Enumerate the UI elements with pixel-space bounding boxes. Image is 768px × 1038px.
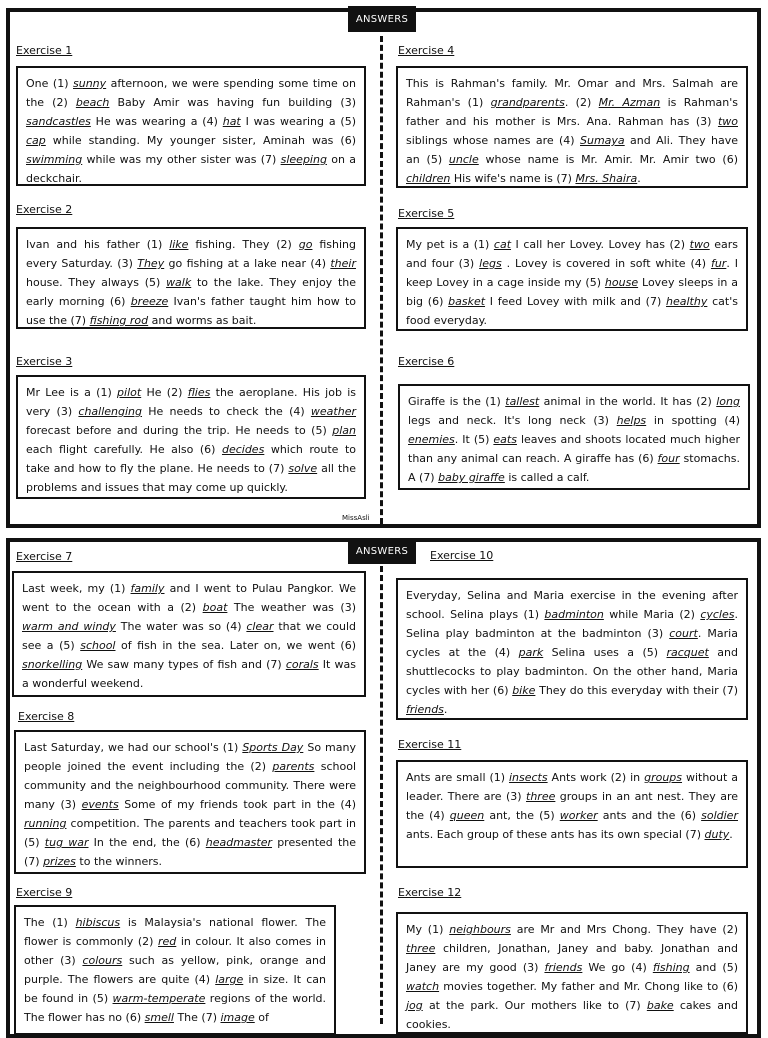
passage-text: and shuttlecocks to play badminton. On the other hand, Maria cycles with her (6) xyxy=(406,646,738,697)
passage-text: His wife's name is (7) xyxy=(450,172,576,185)
answer-word: decides xyxy=(221,443,265,456)
passage-text: and Ali. They have an (5) xyxy=(406,134,739,166)
answer-word: hat xyxy=(222,115,241,128)
passage-text: The weather was (3) xyxy=(227,601,356,614)
answer-word: walk xyxy=(166,276,192,289)
passage-text: . xyxy=(637,172,641,185)
answer-word: tallest xyxy=(505,395,540,408)
passage-text: Everyday, Selina and Maria exercise in the evening after school. Selina plays (1) xyxy=(406,589,738,621)
passage-text: in spotting (4) xyxy=(646,414,740,427)
answer-word: beach xyxy=(75,96,110,109)
passage-text: . Lovey is covered in soft white (4) xyxy=(501,257,711,270)
answer-word: Mrs. Shaira xyxy=(575,172,638,185)
passage-text: One (1) xyxy=(26,77,73,90)
passage-text: ant, the (5) xyxy=(484,809,560,822)
exercise-answer-box xyxy=(396,912,748,1034)
answer-word: warm and windy xyxy=(22,620,116,633)
answer-word: like xyxy=(169,238,189,251)
passage-text: to the lake. They enjoy the early morning (6) xyxy=(26,276,357,308)
passage-text: legs and neck. It's long neck (3) xyxy=(408,414,617,427)
exercise-title: Exercise 7 xyxy=(16,550,73,563)
passage-text: house. They always (5) xyxy=(26,276,167,289)
exercise-answer-box xyxy=(396,760,748,868)
passage-text: The (7) xyxy=(173,1011,221,1024)
exercise-title: Exercise 5 xyxy=(398,207,455,220)
passage-text: ears and four (3) xyxy=(406,238,738,270)
passage-text: . I keep Lovey in a cage inside my (5) xyxy=(406,257,738,289)
passage-text: . It (5) xyxy=(454,433,494,446)
passage-text: Giraffe is the (1) xyxy=(408,395,506,408)
answer-word: solve xyxy=(288,462,318,475)
passage-text: regions of the world. The flower has no (6) xyxy=(24,992,326,1024)
passage-text: is Malaysia's national flower. The flower is commonly (2) xyxy=(24,916,326,948)
answer-word: red xyxy=(158,935,177,948)
passage-text: groups in an ant nest. They are the (4) xyxy=(406,790,738,822)
answer-word: watch xyxy=(406,980,440,993)
passage-text: . xyxy=(729,828,733,841)
exercise-title: Exercise 6 xyxy=(398,355,455,368)
answer-word: colours xyxy=(82,954,123,967)
answer-word: two xyxy=(689,238,710,251)
answer-word: cat xyxy=(493,238,512,251)
answer-word: image xyxy=(220,1011,255,1024)
passage-text: and (5) xyxy=(689,961,738,974)
exercise-title: Exercise 1 xyxy=(16,44,73,57)
answer-word: flies xyxy=(187,386,211,399)
answer-word: bike xyxy=(512,684,536,697)
passage-text: Mr Lee is a (1) xyxy=(26,386,118,399)
passage-text: while Maria (2) xyxy=(603,608,701,621)
answer-word: fur xyxy=(710,257,727,270)
passage-text: In the end, the (6) xyxy=(88,836,206,849)
passage-text: and worms as bait. xyxy=(148,314,257,327)
passage-text: presented the (7) xyxy=(24,836,357,868)
passage-text: while standing. My younger sister, Aminah was (6) xyxy=(45,134,356,147)
exercise-answer-box xyxy=(16,375,366,499)
answer-word: headmaster xyxy=(205,836,273,849)
passage-text: school community and the neighbourhood community. There were many (3) xyxy=(24,760,356,811)
passage-text: each flight carefully. He also (6) xyxy=(26,443,222,456)
passage-text: My pet is a (1) xyxy=(406,238,494,251)
passage-text: Some of my friends took part in the (4) xyxy=(118,798,356,811)
answer-word: racquet xyxy=(666,646,709,659)
answer-word: family xyxy=(130,582,165,595)
passage-text: stomachs. A (7) xyxy=(408,452,740,484)
passage-text: . (2) xyxy=(564,96,599,109)
passage-text: siblings whose names are (4) xyxy=(406,134,580,147)
passage-text: all the problems and issues that may come up quickly. xyxy=(26,462,356,494)
exercise-title: Exercise 10 xyxy=(430,549,494,562)
answer-word: tug war xyxy=(44,836,89,849)
answer-word: Sumaya xyxy=(580,134,625,147)
answer-word: parents xyxy=(272,760,315,773)
answer-word: friends xyxy=(406,703,444,716)
passage-text: Last week, my (1) xyxy=(22,582,131,595)
exercise-title: Exercise 4 xyxy=(398,44,455,57)
answer-word: four xyxy=(657,452,680,465)
passage-text: We go (4) xyxy=(582,961,653,974)
passage-text: He needs to check the (4) xyxy=(142,405,311,418)
answer-word: swimming xyxy=(26,153,83,166)
passage-text: I was wearing a (5) xyxy=(240,115,356,128)
passage-text: while was my other sister was (7) xyxy=(82,153,281,166)
answer-word: breeze xyxy=(130,295,169,308)
passage-text: Ivan's father taught him how to use the (7) xyxy=(26,295,356,327)
answer-word: neighbours xyxy=(449,923,511,936)
passage-text: Baby Amir was having fun building (3) xyxy=(109,96,356,109)
passage-text: The water was so (4) xyxy=(115,620,247,633)
passage-text: on a deckchair. xyxy=(26,153,356,185)
passage-text: The (1) xyxy=(24,916,76,929)
exercise-title: Exercise 2 xyxy=(16,203,73,216)
passage-text: children, Jonathan, Janey and baby. Jonathan and Janey are my good (3) xyxy=(406,942,738,974)
passage-text: My (1) xyxy=(406,923,450,936)
passage-text: such as yellow, pink, orange and purple. The flowers are quite (4) xyxy=(24,954,326,986)
passage-text: leaves and shoots located much higher than any animal can reach. A giraffe has (6) xyxy=(408,433,740,465)
answer-word: basket xyxy=(448,295,486,308)
answer-word: grandparents xyxy=(490,96,565,109)
passage-text: Ivan and his father (1) xyxy=(26,238,170,251)
exercise-answer-box xyxy=(396,578,748,720)
passage-text: of fish in the sea. Later on, we went (6) xyxy=(115,639,357,652)
exercise-title: Exercise 8 xyxy=(18,710,75,723)
passage-text: This is Rahman's family. Mr. Omar and Mrs. Salmah are Rahman's (1) xyxy=(406,77,738,109)
passage-text: without a leader. There are (3) xyxy=(406,771,738,803)
answer-word: two xyxy=(717,115,738,128)
answer-word: bake xyxy=(646,999,674,1012)
answer-word: helps xyxy=(616,414,647,427)
passage-text: He (2) xyxy=(141,386,188,399)
answer-word: hibiscus xyxy=(75,916,121,929)
answer-word: challenging xyxy=(78,405,143,418)
answer-word: soldier xyxy=(701,809,738,822)
passage-text: I call her Lovey. Lovey has (2) xyxy=(511,238,690,251)
exercise-title: Exercise 3 xyxy=(16,355,73,368)
answer-word: fishing rod xyxy=(89,314,149,327)
passage-text: and I went to Pulau Pangkor. We went to the ocean with a (2) xyxy=(22,582,356,614)
answer-word: badminton xyxy=(544,608,604,621)
answer-word: prizes xyxy=(43,855,76,868)
exercise-title: Exercise 9 xyxy=(16,886,73,899)
passage-text: is called a calf. xyxy=(504,471,590,484)
answer-word: school xyxy=(80,639,116,652)
exercise-title: Exercise 11 xyxy=(398,738,462,751)
passage-text: cakes and cookies. xyxy=(406,999,739,1031)
exercise-answer-box xyxy=(16,66,366,186)
passage-text: So many people joined the event including the (2) xyxy=(24,741,356,773)
passage-text: . xyxy=(443,703,448,716)
answer-word: snorkelling xyxy=(22,658,83,671)
passage-text: the aeroplane. His job is very (3) xyxy=(26,386,357,418)
passage-text: competition. The parents and teachers took part in (5) xyxy=(24,817,356,849)
column-divider xyxy=(380,36,383,524)
answers-label: ANSWERS xyxy=(348,538,416,564)
answer-word: friends xyxy=(544,961,583,974)
answer-word: queen xyxy=(449,809,485,822)
passage-text: which route to take and how to fly the plane. He needs to (7) xyxy=(26,443,356,475)
passage-text: . Selina play badminton at the badminton (3) xyxy=(406,608,738,640)
answer-word: healthy xyxy=(666,295,708,308)
passage-text: . Maria cycles at the (4) xyxy=(406,627,738,659)
exercise-answer-box xyxy=(396,66,748,188)
answer-word: baby giraffe xyxy=(438,471,505,484)
answer-word: their xyxy=(330,257,356,270)
passage-text: Lovey sleeps in a big (6) xyxy=(406,276,738,308)
passage-text: cat's food everyday. xyxy=(406,295,738,327)
answer-word: cap xyxy=(26,134,46,147)
passage-text: fishing. They (2) xyxy=(188,238,299,251)
answer-word: legs xyxy=(479,257,502,270)
passage-text: Ants work (2) in xyxy=(547,771,645,784)
exercise-answer-box xyxy=(14,905,336,1035)
exercise-title: Exercise 12 xyxy=(398,886,462,899)
answer-word: Mr. Azman xyxy=(598,96,661,109)
answer-word: pilot xyxy=(117,386,142,399)
answer-word: smell xyxy=(144,1011,174,1024)
column-divider xyxy=(380,566,383,1024)
passage-text: They do this everyday with their (7) xyxy=(535,684,739,697)
answer-word: fishing xyxy=(652,961,690,974)
passage-text: He was wearing a (4) xyxy=(90,115,223,128)
answer-word: house xyxy=(604,276,639,289)
passage-text: Last Saturday, we had our school's (1) xyxy=(24,741,243,754)
answer-word: worker xyxy=(559,809,598,822)
answer-word: They xyxy=(137,257,165,270)
exercise-answer-box xyxy=(16,227,366,329)
passage-text: afternoon, we were spending some time on the (2) xyxy=(26,77,356,109)
passage-text: in colour. It also comes in other (3) xyxy=(24,935,326,967)
answer-word: events xyxy=(81,798,119,811)
passage-text: ants. Each group of these ants has its own special (7) xyxy=(406,828,705,841)
passage-text: ants and the (6) xyxy=(597,809,702,822)
answer-word: sleeping xyxy=(280,153,327,166)
answer-word: clear xyxy=(246,620,274,633)
exercise-answer-box xyxy=(396,227,748,331)
answer-word: long xyxy=(716,395,740,408)
passage-text: at the park. Our mothers like to (7) xyxy=(422,999,647,1012)
answer-word: insects xyxy=(508,771,548,784)
answer-word: three xyxy=(406,942,436,955)
passage-text: movies together. My father and Mr. Chong like to (6) xyxy=(439,980,738,993)
answer-word: duty xyxy=(704,828,730,841)
answer-word: boat xyxy=(202,601,228,614)
passage-text: I feed Lovey with milk and (7) xyxy=(485,295,667,308)
passage-text: We saw many types of fish and (7) xyxy=(82,658,286,671)
passage-text: is Rahman's father and his mother is Mrs. Ana. Rahman has (3) xyxy=(406,96,739,128)
passage-text: go fishing at a lake near (4) xyxy=(164,257,331,270)
answer-word: sandcastles xyxy=(26,115,91,128)
answer-word: weather xyxy=(310,405,357,418)
exercise-answer-box xyxy=(398,384,750,490)
passage-text: to the winners. xyxy=(75,855,163,868)
passage-text: Selina uses a (5) xyxy=(543,646,667,659)
answer-word: sunny xyxy=(73,77,107,90)
answer-word: Sports Day xyxy=(242,741,304,754)
passage-text: fishing every Saturday. (3) xyxy=(26,238,356,270)
passage-text: are Mr and Mrs Chong. They have (2) xyxy=(510,923,739,936)
answer-word: park xyxy=(518,646,544,659)
answer-word: warm-temperate xyxy=(112,992,206,1005)
answer-word: enemies xyxy=(408,433,455,446)
answer-word: eats xyxy=(493,433,517,446)
exercise-answer-box xyxy=(12,571,366,697)
passage-text: Ants are small (1) xyxy=(406,771,509,784)
passage-text: whose name is Mr. Amir. Mr. Amir two (6) xyxy=(478,153,738,166)
answer-word: plan xyxy=(332,424,356,437)
answer-word: children xyxy=(406,172,451,185)
passage-text: forecast before and during the trip. He needs to (5) xyxy=(26,424,333,437)
answer-word: jog xyxy=(406,999,423,1012)
answer-word: cycles xyxy=(700,608,735,621)
answer-word: three xyxy=(526,790,556,803)
passage-text: of xyxy=(254,1011,269,1024)
passage-text: animal in the world. It has (2) xyxy=(539,395,717,408)
answer-word: large xyxy=(215,973,244,986)
passage-text: It was a wonderful weekend. xyxy=(22,658,356,690)
exercise-answer-box xyxy=(14,730,366,874)
answer-word: go xyxy=(298,238,313,251)
answer-word: corals xyxy=(285,658,319,671)
answer-word: running xyxy=(24,817,67,830)
answer-word: uncle xyxy=(448,153,479,166)
passage-text: in size. It can be found in (5) xyxy=(24,973,326,1005)
answers-label: ANSWERS xyxy=(348,6,416,32)
answer-word: court xyxy=(669,627,698,640)
signature: MissAsli xyxy=(342,514,370,522)
passage-text: that we could see a (5) xyxy=(22,620,356,652)
answer-word: groups xyxy=(644,771,683,784)
